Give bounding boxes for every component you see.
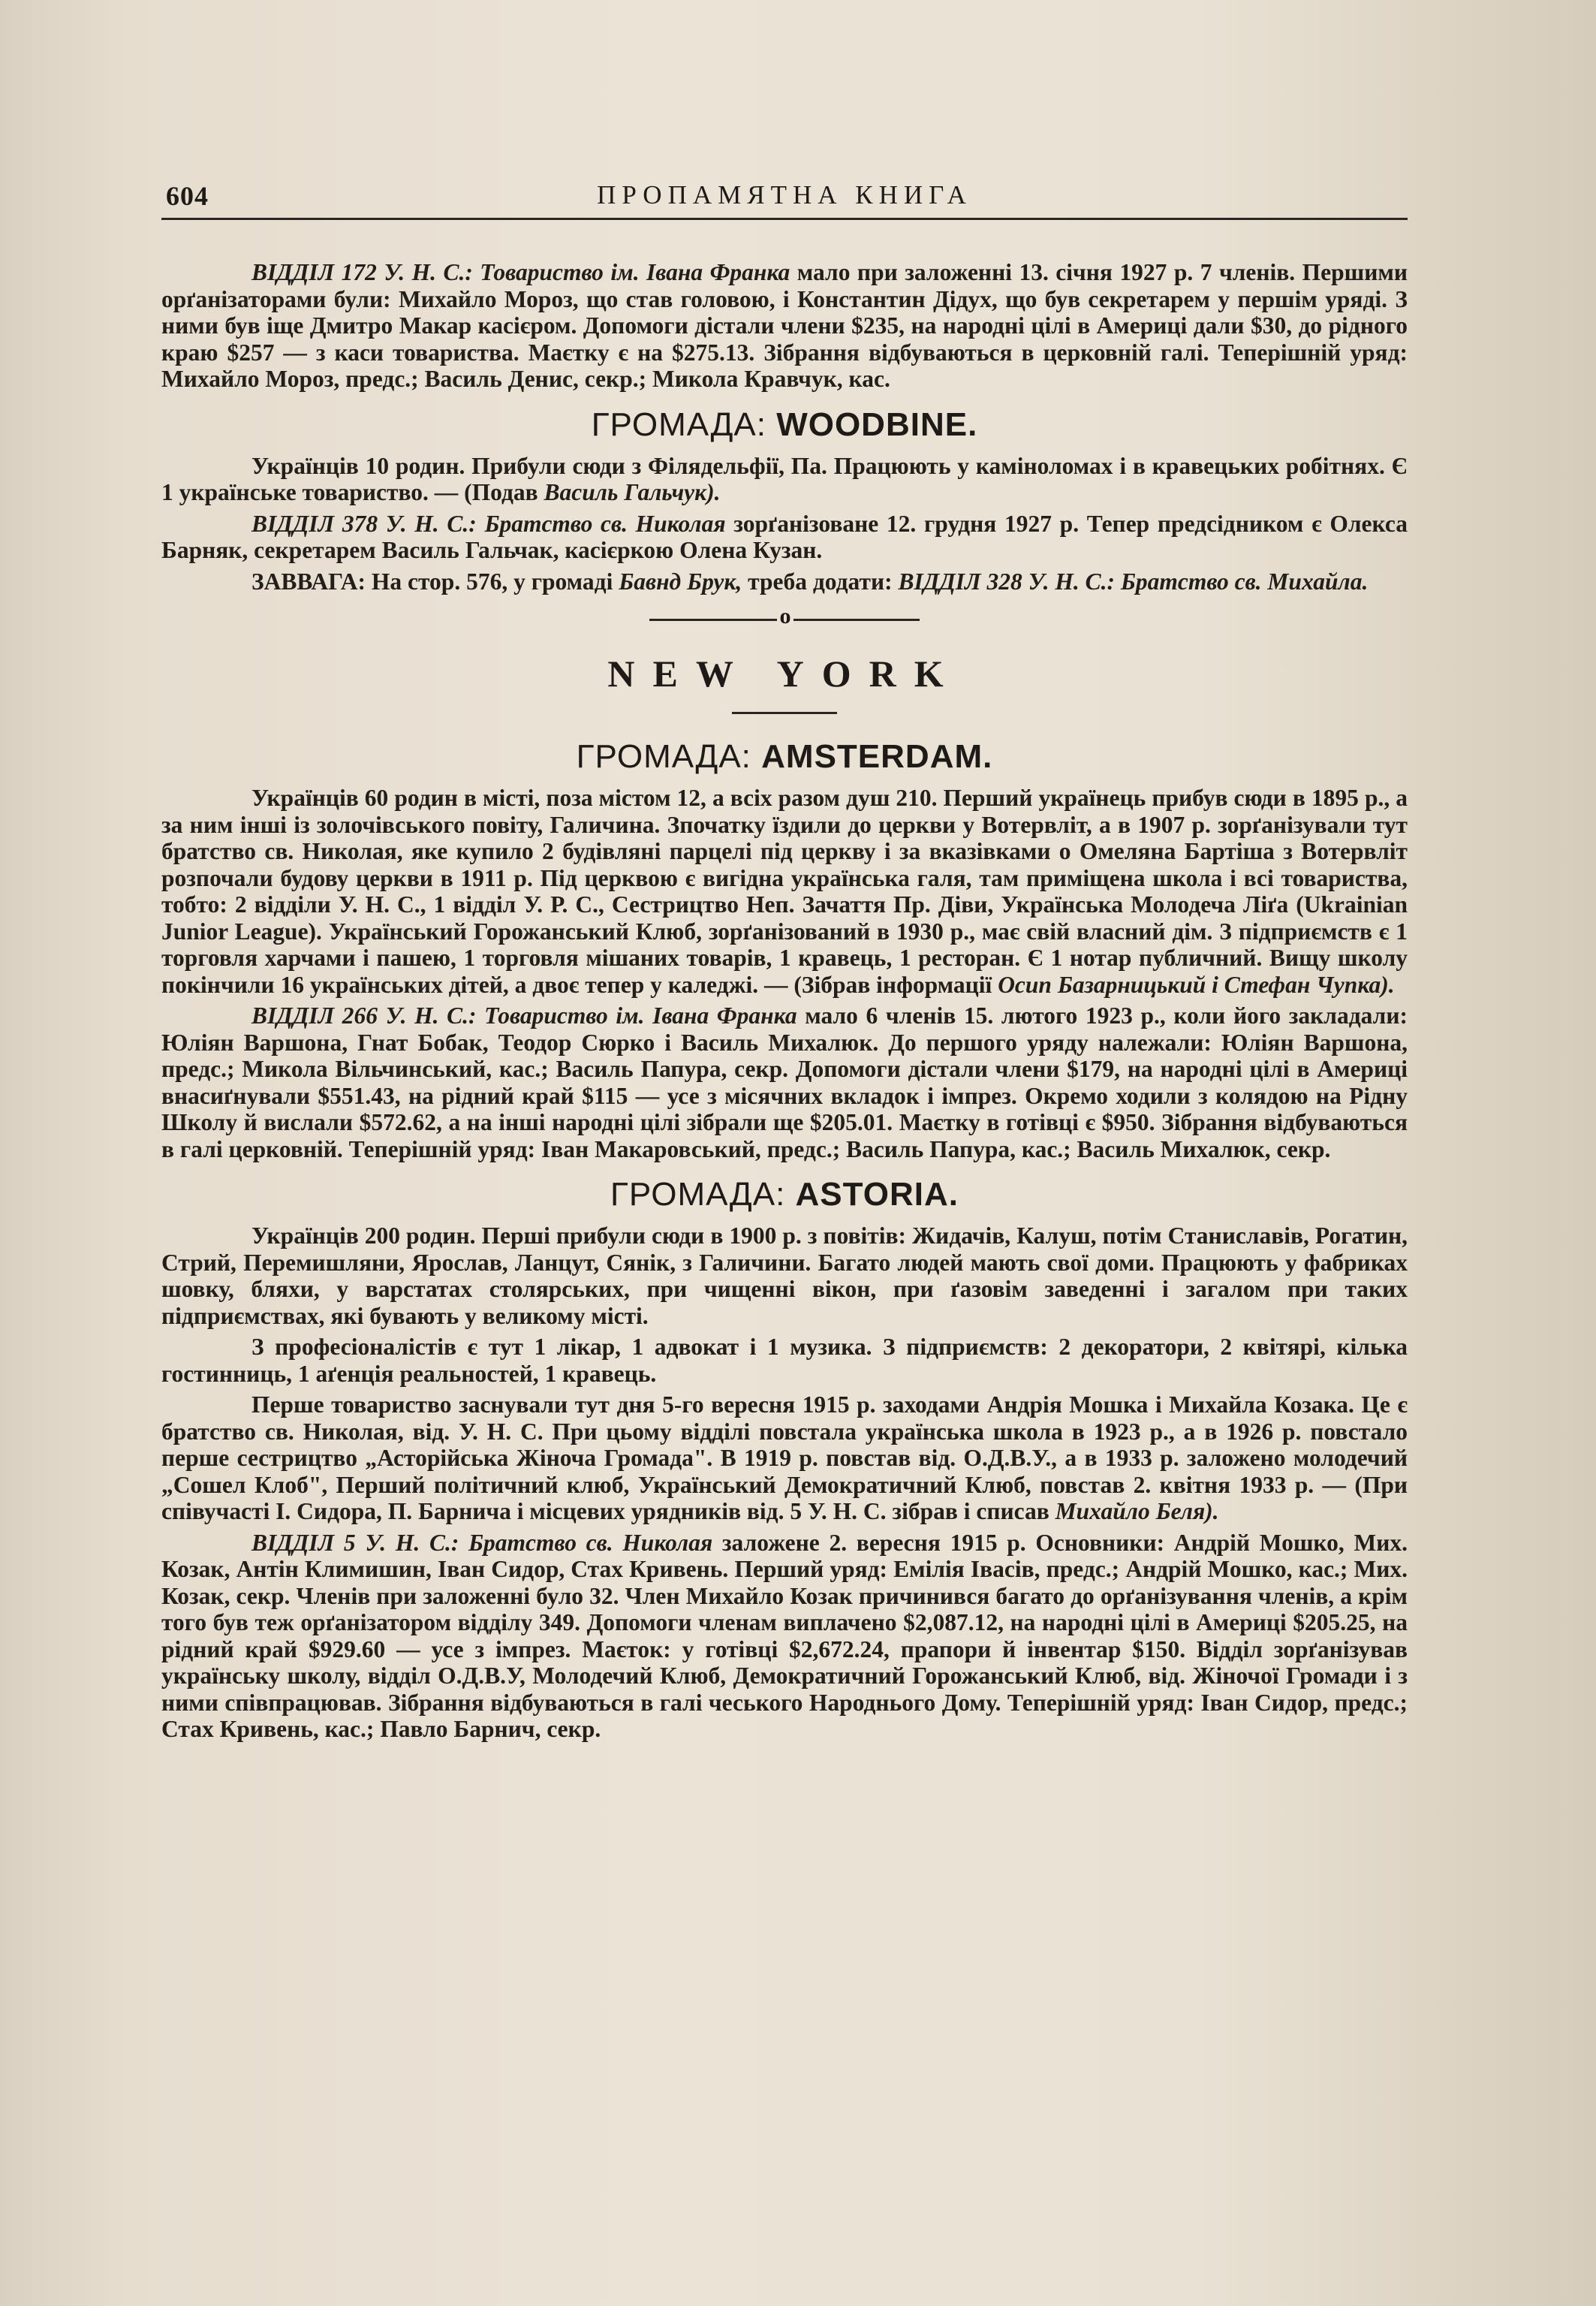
paragraph-text: треба додати: [742, 568, 899, 595]
paragraph-viddil-378 [161, 511, 1408, 564]
paragraph-viddil-5 [161, 1530, 1408, 1743]
paragraph-text: зорґанізоване 12. грудня 1927 р. Тепер предсідником є Олекса Барняк, секретарем Василь Гальчак, касієркою Олена Кузан. [161, 510, 1408, 563]
branch-lead: ВІДДІЛ 378 У. Н. С.: Братство св. Николая [251, 510, 726, 537]
divider-knot: o [777, 605, 793, 628]
paragraph-astoria-intro: Українців 200 родин. Перші прибули сюди в 1900 р. з повітів: Жидачів, Калуш, потім Станиславів, Рогатин, Стрий, Перемишляни, Ярослав, Ланцут, Сянік, з Галичини. Багато людей мають свої доми. Працюють у фабриках шовку, бляхи, у варстатах столярських, при чищенні вікон, при ґазовім заведенні і загалом при таких підприємствах, які бувають у великому місті. [161, 1222, 1408, 1329]
paragraph-text: Перше товариство заснували тут дня 5-го вересня 1915 р. заходами Андрія Мошка і Михайла Козака. Це є братство св. Николая, від. У. Н. С. При цьому відділі повстала українська школа в 1923 р., а в 1926 р. повстало перше сестрицтво „Асторійська Жіноча Громада". В 1919 р. повстав від. О.Д.В.У., а в 1933 р. заложено молодечий „Сошел Клоб", Перший політичний клюб, Український Демократичний Клюб, повстав 2. квітня 1933 р. — (При співучасті І. Сидора, П. Барнича і місцевих урядників від. 5 У. Н. С. зібрав і списав [161, 1391, 1408, 1524]
paragraph-amsterdam-intro [161, 785, 1408, 998]
state-title-rule [732, 712, 837, 714]
author-credit: Василь Гальчук). [544, 479, 721, 505]
branch-lead: ВІДДІЛ 172 У. Н. С.: Товариство ім. Івана Франка [251, 259, 790, 285]
running-head [161, 180, 1408, 220]
page-number: 604 [166, 181, 209, 211]
paragraph-woodbine-intro [161, 453, 1408, 506]
paragraph-astoria-first-society [161, 1391, 1408, 1525]
paragraph-viddil-266 [161, 1002, 1408, 1162]
paragraph-text: ЗАВВАГА: На стор. 576, у громаді [251, 568, 619, 595]
hromada-name: ASTORIA. [795, 1176, 959, 1213]
italic-ref: Бавнд Брук, [619, 568, 742, 595]
hromada-name: WOODBINE. [776, 405, 978, 443]
paragraph-astoria-professionals: З професіоналістів є тут 1 лікар, 1 адвокат і 1 музика. З підприємств: 2 декоратори, 2 квітярі, кілька гостинниць, 1 аґенція реальностей, 1 кравець. [161, 1334, 1408, 1387]
book-title: ПРОПАМЯТНА КНИГА [597, 180, 972, 209]
page-content [161, 259, 1408, 1743]
paragraph-viddil-172 [161, 259, 1408, 393]
paragraph-text: заложене 2. вересня 1915 р. Основники: Андрій Мошко, Мих. Козак, Антін Климишин, Іван Сидор, Стах Кривень. Перший уряд: Емілія Івасів, предс.; Андрій Мошко, кас.; Мих. Козак, секр. Членів при заложенні було 32. Член Михайло Козак причинився багато до орґанізування членів, а крім того був теж орґанізатором відділу 349. Допомоги членам виплачено $2,087.12, на народні цілі в Америці $205.25, на рідний край $929.60 — усе з імпрез. Маєток: у готівці $2,672.24, прапори й інвентар $150. Відділ зорґанізував українську школу, відділ О.Д.В.У, Молодечий Клюб, Демократичний Горожанський Клюб, від. Жіночої Громади і з ними співпрацював. Зібрання відбуваються в галі чеського Народнього Дому. Теперішній уряд: Іван Сидор, предс.; Стах Кривень, кас.; Павло Барнич, секр. [161, 1529, 1408, 1742]
hromada-heading-amsterdam [161, 737, 1408, 777]
author-credit: Осип Базарницький і Стефан Чупка). [998, 971, 1395, 998]
paragraph-text: мало при заложенні 13. січня 1927 р. 7 членів. Першими орґанізаторами були: Михайло Мороз, що став головою, і Константин Дідух, що був секретарем у першім уряді. З ними був іще Дмитро Макар касієром. Допомоги дістали члени $235, на народні цілі в Америці дали $30, до рідного краю $257 — з каси товариства. Маєтку є на $275.13. Зібрання відбуваються в церковній галі. Теперішній уряд: Михайло Мороз, предс.; Василь Денис, секр.; Микола Кравчук, кас. [161, 259, 1408, 392]
italic-ref: ВІДДІЛ 328 У. Н. С.: Братство св. Михайла. [898, 568, 1369, 595]
hromada-heading-astoria [161, 1174, 1408, 1215]
section-divider [161, 604, 1408, 631]
hromada-label: ГРОМАДА: [576, 738, 762, 775]
state-title: NEW YORK [607, 653, 962, 695]
branch-lead: ВІДДІЛ 5 У. Н. С.: Братство св. Николая [251, 1529, 713, 1556]
hromada-heading-woodbine [161, 405, 1408, 445]
hromada-label: ГРОМАДА: [610, 1176, 796, 1213]
hromada-label: ГРОМАДА: [591, 405, 777, 443]
paragraph-text: Українців 60 родин в місті, поза містом 12, а всіх разом душ 210. Перший українець прибув сюди в 1895 р., а за ним інші із золочівського повіту, Галичина. Зпочатку їздили до церкви у Вотервліт, а в 1907 р. зорґанізували тут братство св. Николая, яке купило 2 будівляні парцелі під церкву і за вказівками о Омеляна Бартіша з Вотервліт розпочали будову церкви в 1911 р. Під церквою є вигідна українська галя, там приміщена школа і всі товариства, тобто: 2 відділи У. Н. С., 1 відділ У. Р. С., Сестрицтво Неп. Зачаття Пр. Діви, Українська Молодеча Ліґа (Ukrainian Junior League). Український Горожанський Клюб, зорґанізований в 1930 р., має свій власний дім. З підприємств є 1 торговля харчами і пашею, 1 торговля мішаних товарів, 1 кравець, 1 ресторан. Є 1 нотар публичний. Вищу школу покінчили 16 українських дітей, а двоє тепер у каледжі. — (Зібрав інформації [161, 785, 1408, 998]
paragraph-zavvaha [161, 568, 1408, 595]
hromada-name: AMSTERDAM. [761, 738, 993, 775]
paragraph-text: мало 6 членів 15. лютого 1923 р., коли його закладали: Юліян Варшона, Гнат Бобак, Теодор Сюрко і Василь Михалюк. До першого уряду належали: Юліян Варшона, предс.; Микола Вільчинський, кас.; Василь Папура, секр. Допомоги дістали члени $179, на народні цілі в Америці внасиґнували $551.43, на рідний край $115 — усе з місячних вкладок і імпрез. Окремо ходили з колядою на Рідну Школу й вислали $572.62, а на інші народні цілі зібрали ще $205.01. Маєтку в готівці є $950. Зібрання відбуваються в галі церковній. Теперішній уряд: Іван Макаровський, предс.; Василь Папура, кас.; Василь Михалюк, секр. [161, 1002, 1408, 1162]
branch-lead: ВІДДІЛ 266 У. Н. С.: Товариство ім. Івана Франка [251, 1002, 797, 1029]
author-credit: Михайло Беля). [1055, 1498, 1219, 1524]
paragraph-text: Українців 10 родин. Прибули сюди з Філядельфії, Па. Працюють у каміноломах і в кравецьких робітнях. Є 1 українське товариство. — (Подав [161, 452, 1408, 505]
